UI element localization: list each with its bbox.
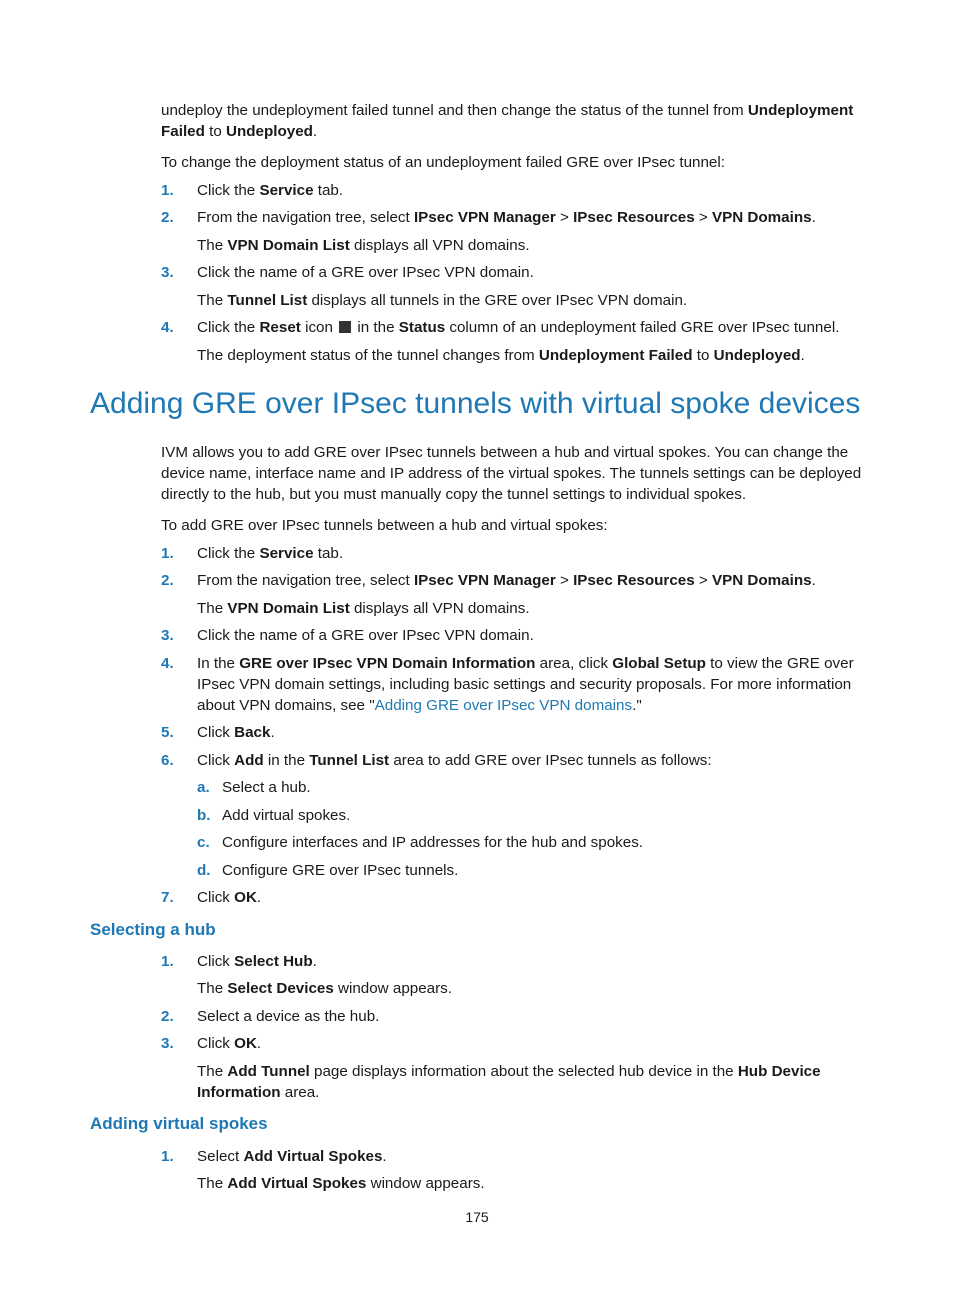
procedure-lead: To change the deployment status of an undeployment failed GRE over IPsec tunnel:	[161, 154, 725, 171]
intro-paragraph: undeploy the undeployment failed tunnel and then change the status of the tunnel from Undeployment Failed to Undeployed.	[161, 102, 854, 140]
step-number: 6.	[161, 752, 174, 769]
step-number: 7.	[161, 889, 174, 906]
subsection-heading: Selecting a hub	[90, 920, 216, 939]
step-number: 1.	[161, 953, 174, 970]
step-number: 3.	[161, 264, 174, 281]
step-text: Click Back.	[197, 724, 275, 741]
step-number: 2.	[161, 209, 174, 226]
substep-letter: a.	[197, 779, 210, 796]
step-number: 4.	[161, 319, 174, 336]
step-note: The Select Devices window appears.	[197, 980, 452, 997]
step-text: Click Select Hub.	[197, 953, 317, 970]
subsection-heading: Adding virtual spokes	[90, 1114, 268, 1133]
step-number: 3.	[161, 1035, 174, 1052]
step-number: 5.	[161, 724, 174, 741]
step-number: 1.	[161, 545, 174, 562]
substep-letter: c.	[197, 834, 210, 851]
step-text: In the GRE over IPsec VPN Domain Information area, click Global Setup to view the GRE over IPsec VPN domain settings, including basic settings and security proposals. For more information about VPN domains, see "Adding GRE over IPsec VPN domains."	[197, 655, 854, 714]
step-text: Click the name of a GRE over IPsec VPN domain.	[197, 264, 534, 281]
substep-text: Select a hub.	[222, 779, 311, 796]
substep-letter: b.	[197, 807, 211, 824]
step-number: 1.	[161, 1148, 174, 1165]
substep-text: Configure interfaces and IP addresses for the hub and spokes.	[222, 834, 644, 851]
substep-text: Add virtual spokes.	[222, 807, 351, 824]
step-text: Click Add in the Tunnel List area to add GRE over IPsec tunnels as follows:	[197, 752, 712, 769]
step-text: From the navigation tree, select IPsec VPN Manager > IPsec Resources > VPN Domains.	[197, 209, 816, 226]
vpn-domains-link[interactable]: Adding GRE over IPsec VPN domains	[374, 697, 633, 714]
step-number: 2.	[161, 572, 174, 589]
step-text: From the navigation tree, select IPsec VPN Manager > IPsec Resources > VPN Domains.	[197, 572, 816, 589]
substep-text: Configure GRE over IPsec tunnels.	[222, 862, 459, 879]
page-number: 175	[465, 1209, 489, 1225]
reset-icon	[339, 321, 351, 333]
step-text: Click the Reset icon in the Status column of an undeployment failed GRE over IPsec tunnel.	[197, 319, 840, 336]
section-intro: IVM allows you to add GRE over IPsec tunnels between a hub and virtual spokes. You can change the device name, interface name and IP address of the virtual spokes. The tunnels settings can be deployed directly to the hub, but you must manually copy the tunnel settings to individual spokes.	[161, 444, 862, 503]
step-note: The VPN Domain List displays all VPN domains.	[197, 600, 530, 617]
step-number: 2.	[161, 1008, 174, 1025]
step-text: Select a device as the hub.	[197, 1008, 380, 1025]
step-text: Click the Service tab.	[197, 545, 344, 562]
procedure-lead: To add GRE over IPsec tunnels between a hub and virtual spokes:	[161, 517, 608, 534]
substep-letter: d.	[197, 862, 211, 879]
step-text: Click the name of a GRE over IPsec VPN domain.	[197, 627, 534, 644]
step-note: The Add Virtual Spokes window appears.	[197, 1175, 485, 1192]
step-text: Click OK.	[197, 1035, 262, 1052]
step-text: Click the Service tab.	[197, 182, 344, 199]
step-number: 1.	[161, 182, 174, 199]
step-note: The deployment status of the tunnel changes from Undeployment Failed to Undeployed.	[197, 347, 805, 364]
step-note: The VPN Domain List displays all VPN domains.	[197, 237, 530, 254]
step-text: Select Add Virtual Spokes.	[197, 1148, 387, 1165]
step-note: The Add Tunnel page displays information about the selected hub device in the Hub Device Information area.	[197, 1063, 821, 1101]
step-note: The Tunnel List displays all tunnels in the GRE over IPsec VPN domain.	[197, 292, 688, 309]
step-text: Click OK.	[197, 889, 262, 906]
step-number: 4.	[161, 655, 174, 672]
section-heading: Adding GRE over IPsec tunnels with virtual spoke devices	[90, 387, 861, 420]
step-number: 3.	[161, 627, 174, 644]
